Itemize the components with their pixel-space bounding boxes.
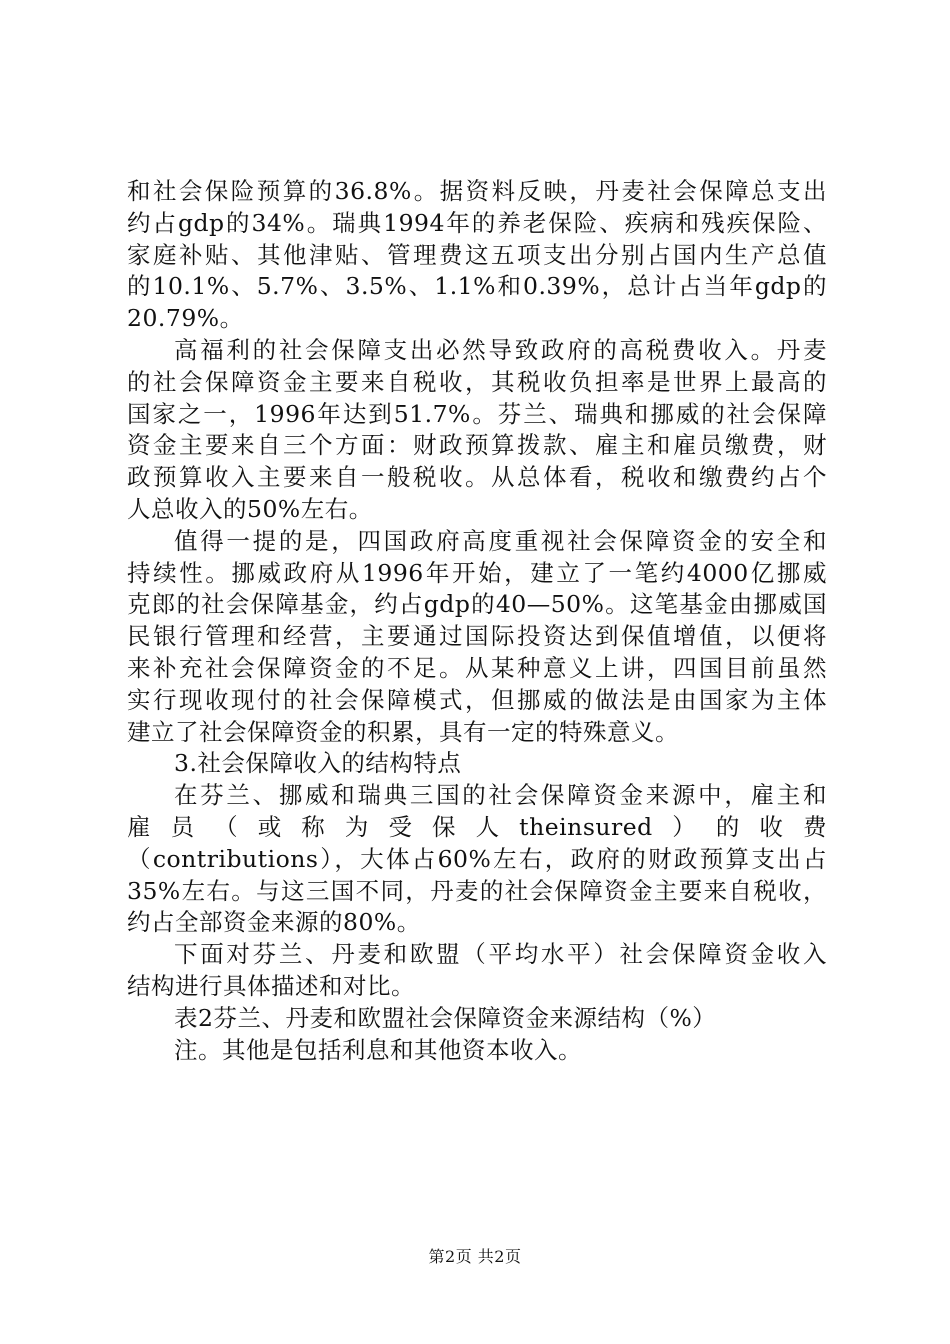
text-line: 民银行管理和经营，主要通过国际投资达到保值增值，以便将: [127, 622, 827, 651]
text-line: 国家之一，1996年达到51.7%。芬兰、瑞典和挪威的社会保障: [127, 399, 827, 428]
table-caption: [127, 1003, 827, 1035]
text-line: （contributions），大体占60%左右，政府的财政预算支出占: [127, 844, 827, 873]
paragraph-5: [127, 780, 827, 939]
text-line: 下面对芬兰、丹麦和欧盟（平均水平）社会保障资金收入: [174, 940, 827, 969]
text-line: 克郎的社会保障基金，约占gdp的40—50%。这笔基金由挪威国: [127, 590, 827, 619]
text-line: 20.79%。: [127, 304, 244, 333]
text-line: 35%左右。与这三国不同，丹麦的社会保障资金主要来自税收，: [127, 876, 827, 905]
text-line: 高福利的社会保障支出必然导致政府的高税费收入。丹麦: [174, 335, 827, 364]
text-line: 的社会保障资金主要来自税收，其税收负担率是世界上最高的: [127, 367, 827, 396]
section-heading: [127, 748, 827, 780]
text-line: 和社会保险预算的36.8%。据资料反映，丹麦社会保障总支出: [127, 177, 827, 205]
text-line: 注。其他是包括利息和其他资本收入。: [174, 1035, 582, 1064]
document-body: [127, 176, 827, 1066]
text-line: 来补充社会保障资金的不足。从某种意义上讲，四国目前虽然: [127, 653, 827, 682]
text-line: 实行现收现付的社会保障模式，但挪威的做法是由国家为主体: [127, 685, 827, 714]
text-line: 值得一提的是，四国政府高度重视社会保障资金的安全和: [174, 526, 827, 555]
text-line: 3.社会保障收入的结构特点: [174, 749, 462, 778]
page-footer: 第2页 共2页: [428, 1247, 522, 1266]
paragraph-3: [127, 526, 827, 749]
text-line: 政预算收入主要来自一般税收。从总体看，税收和缴费约占个: [127, 463, 827, 492]
text-line: 持续性。挪威政府从1996年开始，建立了一笔约4000亿挪威: [127, 558, 827, 587]
text-line: 约占gdp的34%。瑞典1994年的养老保险、疾病和残疾保险、: [127, 208, 827, 237]
paragraph-2: [127, 335, 827, 526]
text-line: 人总收入的50%左右。: [127, 494, 373, 523]
note: [127, 1035, 827, 1067]
text-line: 在芬兰、挪威和瑞典三国的社会保障资金来源中，雇主和: [174, 781, 827, 810]
text-line: 表2芬兰、丹麦和欧盟社会保障资金来源结构（%）: [174, 1003, 717, 1032]
text-line: 建立了社会保障资金的积累，具有一定的特殊意义。: [127, 717, 679, 746]
text-line: 家庭补贴、其他津贴、管理费这五项支出分别占国内生产总值: [127, 240, 827, 269]
paragraph-6: [127, 939, 827, 1003]
text-line: 雇员（或称为受保人theinsured）的收费: [127, 812, 827, 841]
text-line: 结构进行具体描述和对比。: [127, 971, 415, 1000]
text-line: 约占全部资金来源的80%。: [127, 908, 421, 937]
paragraph-1: [127, 176, 827, 335]
text-line: 的10.1%、5.7%、3.5%、1.1%和0.39%，总计占当年gdp的: [127, 272, 827, 301]
text-line: 资金主要来自三个方面：财政预算拨款、雇主和雇员缴费，财: [127, 431, 827, 460]
